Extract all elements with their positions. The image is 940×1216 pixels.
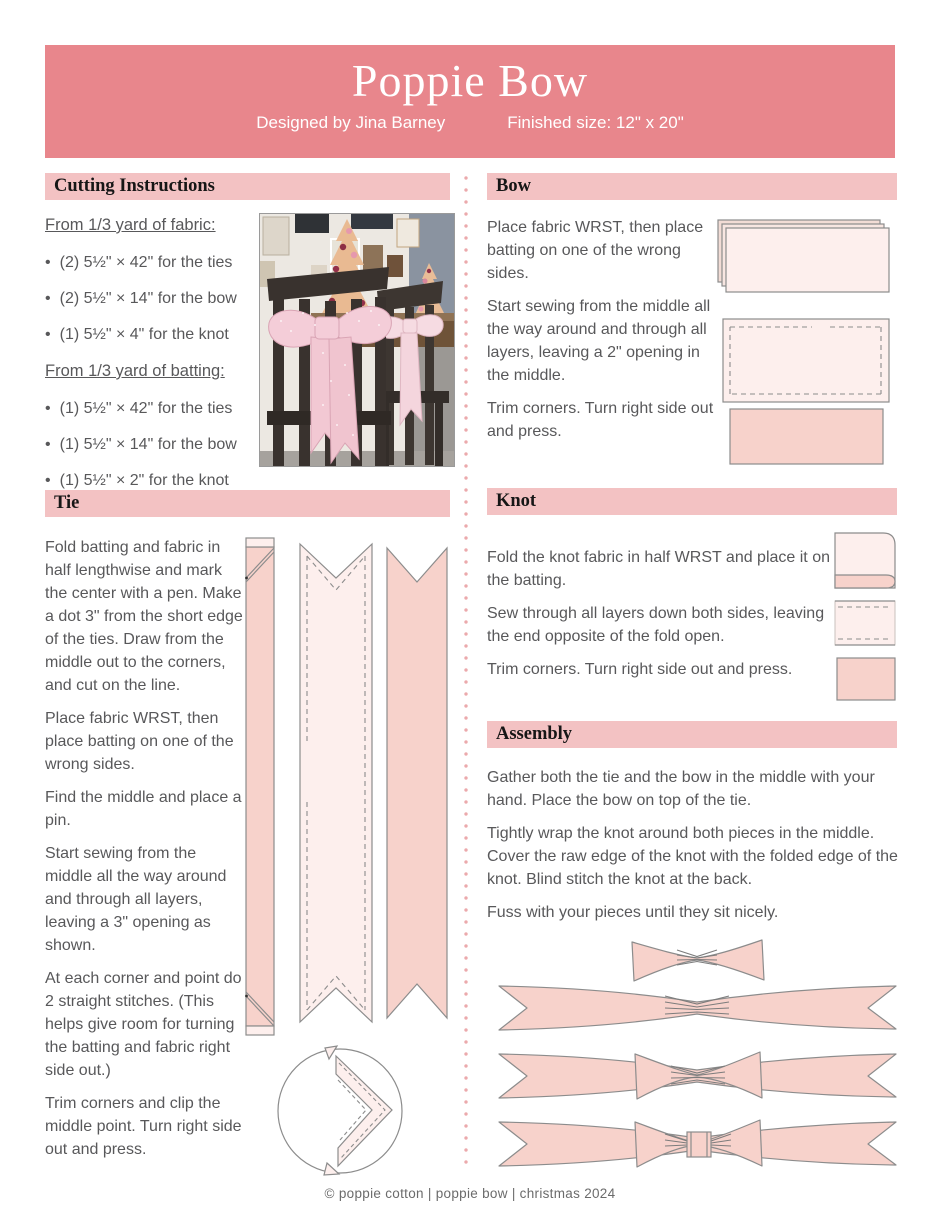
section-header-bow: Bow bbox=[487, 173, 897, 200]
header-banner bbox=[45, 45, 895, 158]
tie-step: Find the middle and place a pin. bbox=[45, 789, 242, 829]
assembly-instructions bbox=[487, 766, 903, 934]
header-subtitle bbox=[45, 113, 895, 133]
knot-step: Trim corners. Turn right side out and press. bbox=[487, 661, 793, 678]
cutting-instructions bbox=[45, 212, 259, 506]
tie-step: Fold batting and fabric in half lengthwise and mark the center with a pen. Make a dot 3" from the short edge of the ties. Draw from the middle out to the corners, and cut on the line. bbox=[45, 539, 243, 694]
tie-step: At each corner and point do 2 straight stitches. (This helps give room for turning the batting and fabric right side out.) bbox=[45, 970, 242, 1079]
assembly-step: Gather both the tie and the bow in the middle with your hand. Place the bow on top of the tie. bbox=[487, 769, 875, 809]
cutting-item: • (2) 5½" × 14" for the bow bbox=[45, 288, 259, 310]
section-header-tie: Tie bbox=[45, 490, 450, 517]
finished-size: Finished size: 12" x 20" bbox=[507, 112, 684, 132]
footer-credit: © poppie cotton | poppie bow | christmas 2024 bbox=[324, 1186, 616, 1201]
bow-step: Place fabric WRST, then place batting on one of the wrong sides. bbox=[487, 219, 704, 282]
batting-list-label: From 1/3 yard of batting: bbox=[45, 362, 225, 380]
bow-instructions bbox=[487, 216, 719, 453]
page-title: Poppie Bow bbox=[351, 55, 589, 106]
cutting-item: • (1) 5½" × 14" for the bow bbox=[45, 434, 259, 456]
cutting-item: • (2) 5½" × 42" for the ties bbox=[45, 252, 259, 274]
knot-step: Sew through all layers down both sides, leaving the end opposite of the fold open. bbox=[487, 605, 825, 645]
fabric-list bbox=[45, 252, 259, 346]
assembly-step: Fuss with your pieces until they sit nicely. bbox=[487, 904, 779, 921]
tie-step: Trim corners and clip the middle point. Turn right side out and press. bbox=[45, 1095, 242, 1158]
section-header-cutting: Cutting Instructions bbox=[45, 173, 450, 200]
knot-instructions bbox=[487, 546, 835, 691]
bow-diagram bbox=[716, 216, 900, 466]
tie-step: Start sewing from the middle all the way around and through all layers, leaving a 3" opening as shown. bbox=[45, 845, 227, 954]
tie-instructions bbox=[45, 536, 245, 1171]
knot-step: Fold the knot fabric in half WRST and place it on the batting. bbox=[487, 549, 830, 589]
cutting-item: • (1) 5½" × 42" for the ties bbox=[45, 398, 259, 420]
bow-step: Start sewing from the middle all the way around and through all layers, leaving a 2" opening in the middle. bbox=[487, 298, 711, 384]
cutting-item: • (1) 5½" × 4" for the knot bbox=[45, 324, 259, 346]
assembly-diagram bbox=[485, 926, 900, 1178]
tie-diagram bbox=[240, 536, 455, 1186]
column-divider bbox=[464, 176, 468, 1172]
cutting-item: • (1) 5½" × 2" for the knot bbox=[45, 470, 259, 492]
section-header-knot: Knot bbox=[487, 488, 897, 515]
product-photo bbox=[259, 213, 455, 467]
tie-step: Place fabric WRST, then place batting on one of the wrong sides. bbox=[45, 710, 234, 773]
knot-diagram bbox=[833, 531, 900, 703]
section-header-assembly: Assembly bbox=[487, 721, 897, 748]
batting-list bbox=[45, 398, 259, 492]
fabric-list-label: From 1/3 yard of fabric: bbox=[45, 216, 216, 234]
designer-credit: Designed by Jina Barney bbox=[256, 112, 446, 132]
assembly-step: Tightly wrap the knot around both pieces in the middle. Cover the raw edge of the knot with the folded edge of the knot. Blind stitch the knot at the back. bbox=[487, 825, 898, 888]
bow-step: Trim corners. Turn right side out and press. bbox=[487, 400, 714, 440]
